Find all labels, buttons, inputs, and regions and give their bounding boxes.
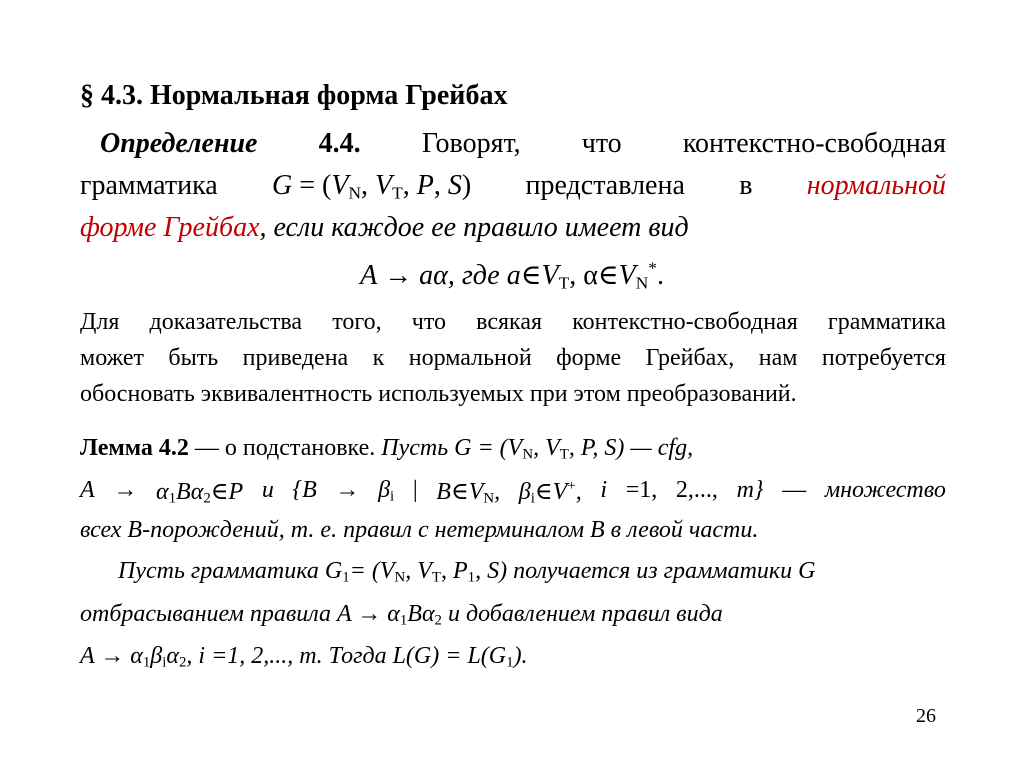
definition-word: что bbox=[581, 128, 622, 159]
paragraph2-line-3: $A \to \alpha_1\beta_i\alpha_2$, i =1, 2,..., m. Тогда $L(G) = L(G_1)$. bbox=[80, 643, 528, 671]
proof-line-2: может быть приведена к нормальной форме Грейбах, нам потребуется bbox=[80, 345, 946, 371]
definition-word: контекстно-свободная bbox=[682, 128, 946, 159]
definition-term: нормальной bbox=[806, 170, 946, 201]
lemma-line-1: Лемма 4.2 — о подстановке. Пусть $G = (V_N$, $V_T$, P, S) — cfg, bbox=[80, 435, 694, 463]
definition-word: представлена bbox=[525, 170, 685, 201]
lemma-title: Лемма 4.2 bbox=[80, 435, 189, 461]
paragraph2-line-2: отбрасыванием правила $A \to \alpha_1B\alpha_2$ и добавлением правил вида bbox=[80, 601, 723, 629]
definition-line-1 bbox=[100, 128, 946, 160]
definition-label: Определение bbox=[100, 128, 258, 159]
definition-word: грамматика bbox=[80, 170, 218, 201]
lemma-line-3: всех B-порождений, т. е. правил с нетерминалом B в левой части. bbox=[80, 517, 759, 543]
proof-line-3: обосновать эквивалентность используемых при этом преобразований. bbox=[80, 381, 797, 407]
page-number: 26 bbox=[916, 705, 936, 727]
definition-term: форме Грейбах bbox=[80, 212, 260, 243]
section-heading: § 4.3. Нормальная форма Грейбах bbox=[80, 80, 508, 111]
definition-text: , если каждое ее правило имеет вид bbox=[259, 212, 689, 243]
paragraph2-line-1: Пусть грамматика $G_1= (V_N$, $V_T$, $P_1$, S) получается из грамматики G bbox=[118, 558, 816, 586]
normal-form-formula: A → aα, где $a\in V_T$, $\alpha\in V_N^*$. bbox=[360, 258, 664, 293]
grammar-tuple: $G = (V_N$, $V_T$, P, S) bbox=[272, 170, 472, 203]
definition-number: 4.4. bbox=[318, 128, 361, 159]
definition-word: Говорят, bbox=[421, 128, 521, 159]
proof-line-1: Для доказательства того, что всякая контекстно-свободная грамматика bbox=[80, 309, 946, 335]
definition-word: в bbox=[739, 170, 753, 201]
definition-line-2 bbox=[80, 170, 946, 202]
definition-line-3 bbox=[80, 212, 946, 244]
lemma-line-2: A → $\alpha_1B\alpha_2\in P$ и {B → $\beta_i$ | $B\in V_N$, $\beta_i\in V^+$, i =1, 2,..., m} — множество bbox=[80, 477, 946, 507]
